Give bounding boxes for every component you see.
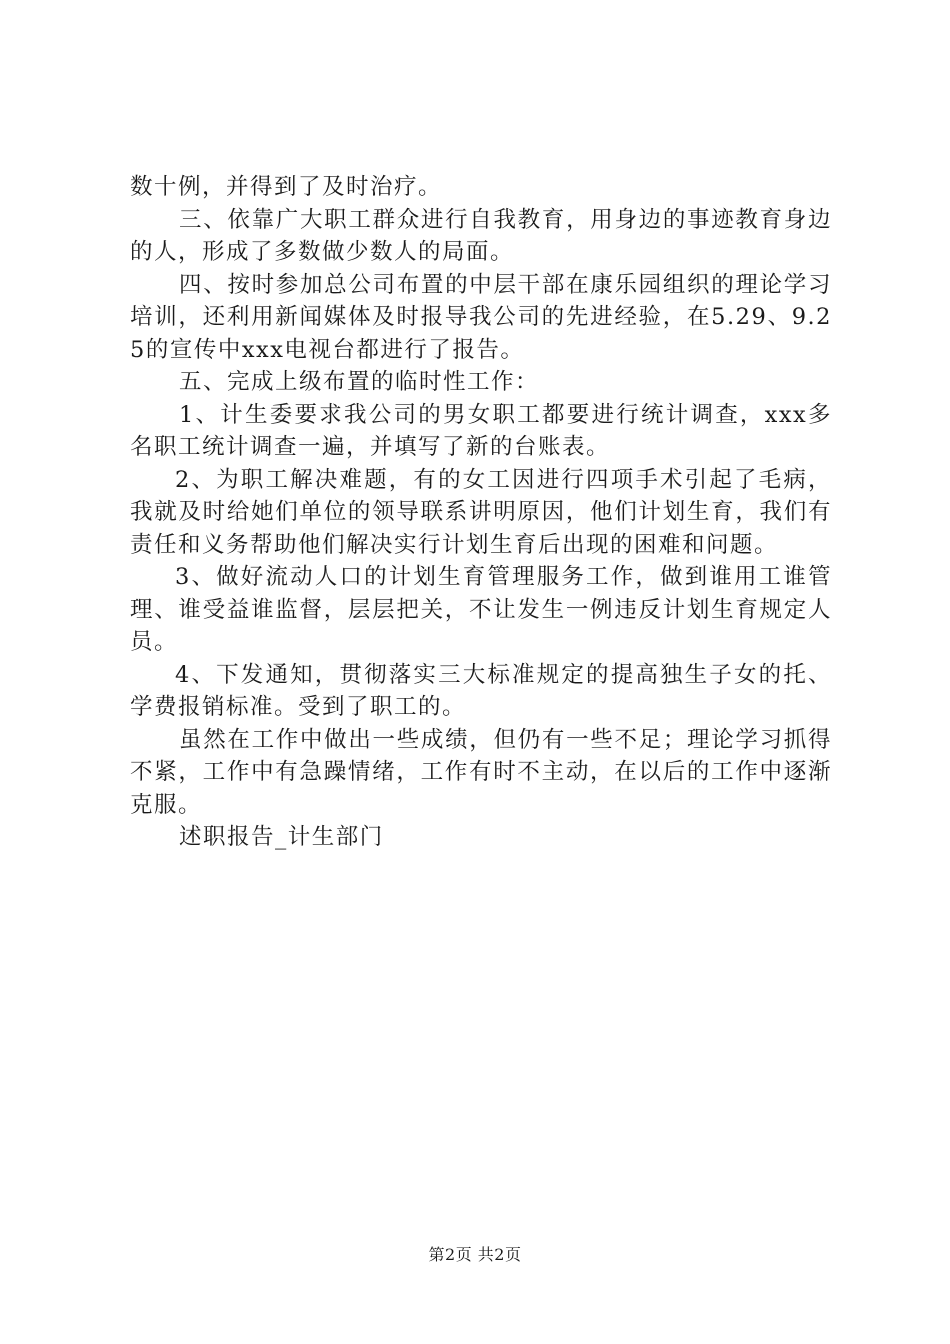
paragraph-conclusion: 虽然在工作中做出一些成绩，但仍有一些不足；理论学习抓得不紧，工作中有急躁情绪，工作有时不主动，在以后的工作中逐渐克服。 [130,726,832,818]
paragraph-subitem-3: 3、做好流动人口的计划生育管理服务工作，做到谁用工谁管理、谁受益谁监督，层层把关，不让发生一例违反计划生育规定人员。 [130,564,832,655]
paragraph-title-note: 述职报告_计生部门 [179,824,384,850]
paragraph-item-five: 五、完成上级布置的临时性工作： [179,369,540,395]
paragraph-continuation: 数十例，并得到了及时治疗。 [130,174,443,200]
page-footer: 第2页 共2页 [428,1245,522,1264]
paragraph-subitem-4: 4、下发通知，贯彻落实三大标准规定的提高独生子女的托、学费报销标准。受到了职工的。 [130,661,832,720]
paragraph-item-three: 三、依靠广大职工群众进行自我教育，用身边的事迹教育身边的人，形成了多数做少数人的局面。 [130,206,832,265]
paragraph-item-four: 四、按时参加总公司布置的中层干部在康乐园组织的理论学习培训，还利用新闻媒体及时报导我公司的先进经验，在5.29、9.25的宣传中xxx电视台都进行了报告。 [130,271,832,363]
paragraph-subitem-1: 1、计生委要求我公司的男女职工都要进行统计调查，xxx多名职工统计调查一遍，并填写了新的台账表。 [130,401,832,460]
document-body [130,171,832,854]
paragraph-subitem-2: 2、为职工解决难题，有的女工因进行四项手术引起了毛病，我就及时给她们单位的领导联系讲明原因，他们计划生育，我们有责任和义务帮助他们解决实行计划生育后出现的困难和问题。 [130,466,832,558]
